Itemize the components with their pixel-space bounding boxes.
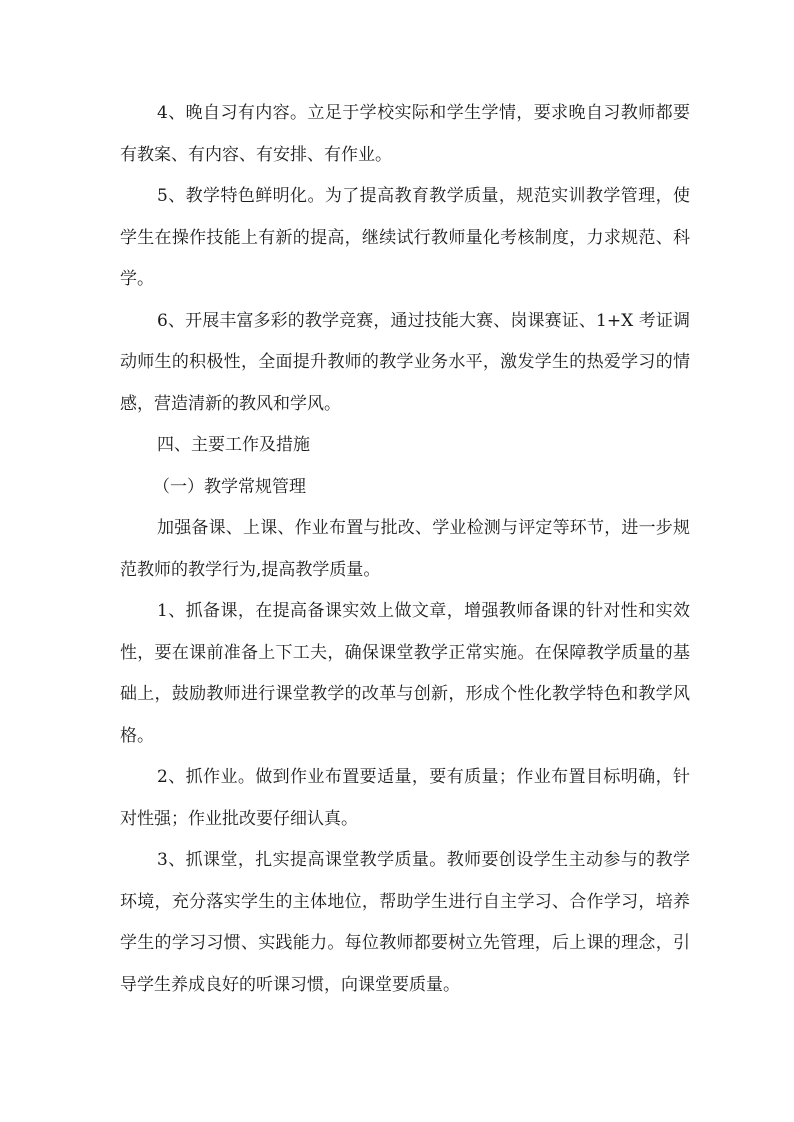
subsection-heading-routine-management: （一）教学常规管理 bbox=[153, 476, 306, 497]
document-body bbox=[120, 93, 690, 1006]
paragraph-item-3-classroom: 3、抓课堂，扎实提高课堂教学质量。教师要创设学生主动参与的教学环境，充分落实学生的主体地位，帮助学生进行自主学习、合作学习，培养学生的学习习惯、实践能力。每位教师都要树立先管理，后上课的理念，引导学生养成良好的听课习惯，向课堂要质量。 bbox=[120, 850, 690, 995]
paragraph-item-4-evening-study: 4、晚自习有内容。立足于学校实际和学生学情，要求晚自习教师都要有教案、有内容、有安排、有作业。 bbox=[120, 103, 690, 165]
paragraph-routine-intro: 加强备课、上课、作业布置与批改、学业检测与评定等环节，进一步规范教师的教学行为,提高教学质量。 bbox=[120, 518, 690, 580]
paragraph-item-5-teaching-features: 5、教学特色鲜明化。为了提高教育教学质量，规范实训教学管理，使学生在操作技能上有新的提高，继续试行教师量化考核制度，力求规范、科学。 bbox=[120, 186, 690, 289]
paragraph-item-6-teaching-competitions: 6、开展丰富多彩的教学竞赛，通过技能大赛、岗课赛证、1+X 考证调动师生的积极性，全面提升教师的教学业务水平，激发学生的热爱学习的情感，营造清新的教风和学风。 bbox=[120, 310, 690, 414]
paragraph-item-2-homework: 2、抓作业。做到作业布置要适量，要有质量；作业布置目标明确，针对性强；作业批改要仔细认真。 bbox=[120, 767, 690, 829]
paragraph-item-1-lesson-prep: 1、抓备课，在提高备课实效上做文章，增强教师备课的针对性和实效性，要在课前准备上下工夫，确保课堂教学正常实施。在保障教学质量的基础上，鼓励教师进行课堂教学的改革与创新，形成个性化教学特色和教学风格。 bbox=[120, 601, 690, 746]
section-heading-main-work: 四、主要工作及措施 bbox=[157, 435, 310, 455]
